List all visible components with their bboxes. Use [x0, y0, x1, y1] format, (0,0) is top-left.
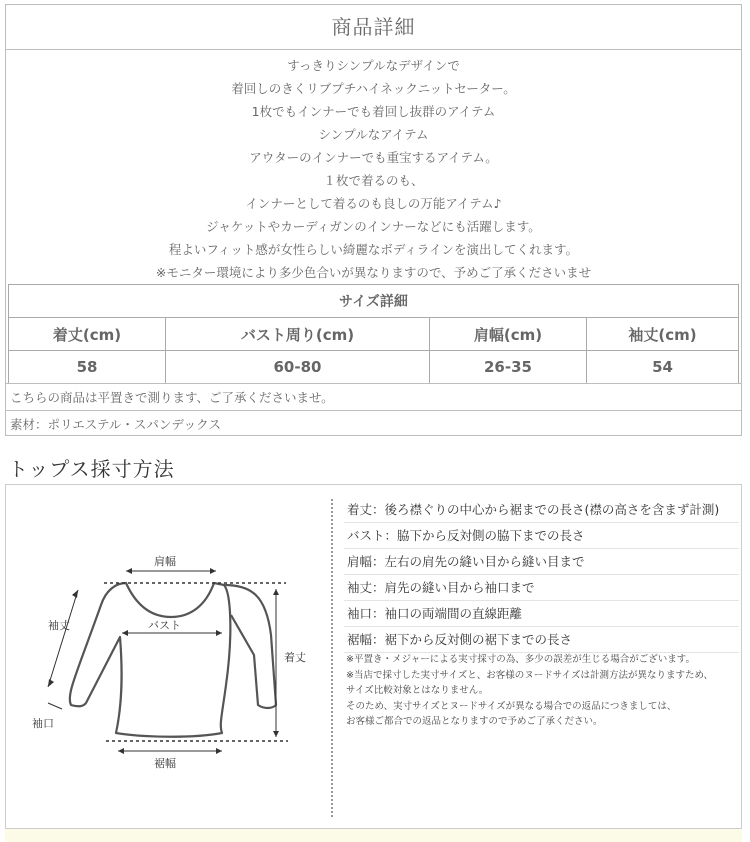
size-header-length: 着丈(cm) [9, 318, 166, 351]
note-line: サイズ比較対象とはなりません。 [346, 685, 489, 696]
label-hem: 裾幅 [154, 757, 176, 770]
garment-diagram [26, 545, 316, 775]
size-value-sleeve: 54 [587, 351, 739, 384]
description-line: １枚で着るのも、 [323, 173, 424, 188]
description-line: ジャケットやカーディガンのインナーなどにも活躍します。 [206, 219, 541, 234]
label-bust: バスト [148, 619, 181, 632]
note-line: ※当店で採寸した実寸サイズと、お客様のヌードサイズは計測方法が異なりますため、 [346, 669, 714, 681]
size-header-bust: バスト周り(cm) [166, 318, 430, 351]
description [6, 50, 741, 284]
detail-title: 商品詳細 [6, 5, 741, 50]
definition-hem: 裾幅：裾下から反対側の裾下までの長さ [344, 627, 739, 653]
label-cuff: 袖口 [32, 717, 54, 730]
definition-shoulder: 肩幅：左右の肩先の縫い目から縫い目まで [344, 549, 739, 575]
product-detail-box [5, 4, 742, 436]
description-line: アウターのインナーでも重宝するアイテム。 [249, 150, 498, 165]
sleeve-arrow [48, 590, 78, 687]
measurement-notes [346, 652, 741, 730]
size-table-caption: サイズ詳細 [9, 285, 739, 318]
label-length: 着丈 [284, 651, 306, 664]
sleeve-outline [224, 585, 276, 708]
measure-heading: トップス採寸方法 [8, 457, 175, 481]
description-line: 1枚でもインナーでも着回し抜群のアイテム [251, 104, 496, 119]
description-line: インナーとして着るのも良しの万能アイテム♪ [245, 196, 502, 211]
flat-measure-note: こちらの商品は平置きで測ります、ご了承くださいませ。 [6, 383, 741, 410]
vertical-divider [331, 499, 333, 817]
definition-list [344, 497, 739, 653]
shirt-outline [70, 583, 231, 737]
measure-box [5, 484, 742, 829]
material-note: 素材：ポリエステル・スパンデックス [6, 410, 741, 437]
description-line: 着回しのきくリブプチハイネックニットセーター。 [231, 81, 516, 96]
description-line: シンプルなアイテム [318, 127, 429, 142]
size-table [8, 284, 739, 384]
definition-length: 着丈：後ろ襟ぐりの中心から裾までの長さ(襟の高さを含まず計測) [344, 497, 739, 523]
size-value-shoulder: 26-35 [430, 351, 587, 384]
size-header-shoulder: 肩幅(cm) [430, 318, 587, 351]
label-sleeve: 袖丈 [48, 619, 70, 632]
size-value-length: 58 [9, 351, 166, 384]
cuff-arrow [48, 703, 62, 709]
definition-cuff: 袖口：袖口の両端間の直線距離 [344, 601, 739, 627]
bottom-strip [5, 829, 742, 842]
description-line: ※モニター環境により多少色合いが異なりますので、予めご了承くださいませ [155, 265, 592, 280]
size-header-sleeve: 袖丈(cm) [587, 318, 739, 351]
definition-sleeve: 袖丈：肩先の縫い目から袖口まで [344, 575, 739, 601]
note-line: お客様ご都合での返品となりますので予めご了承ください。 [346, 716, 603, 727]
definition-bust: バスト：脇下から反対側の脇下までの長さ [344, 523, 739, 549]
note-line: ※平置き・メジャーによる実寸採寸の為、多少の誤差が生じる場合がございます。 [346, 654, 696, 665]
description-line: 程よいフィット感が女性らしい綺麗なボディラインを演出してくれます。 [168, 242, 579, 257]
description-line: すっきりシンプルなデザインで [287, 58, 460, 73]
size-value-bust: 60-80 [166, 351, 430, 384]
label-shoulder: 肩幅 [154, 555, 176, 568]
note-line: そのため、実寸サイズとヌードサイズが異なる場合での返品につきましては、 [346, 700, 677, 712]
